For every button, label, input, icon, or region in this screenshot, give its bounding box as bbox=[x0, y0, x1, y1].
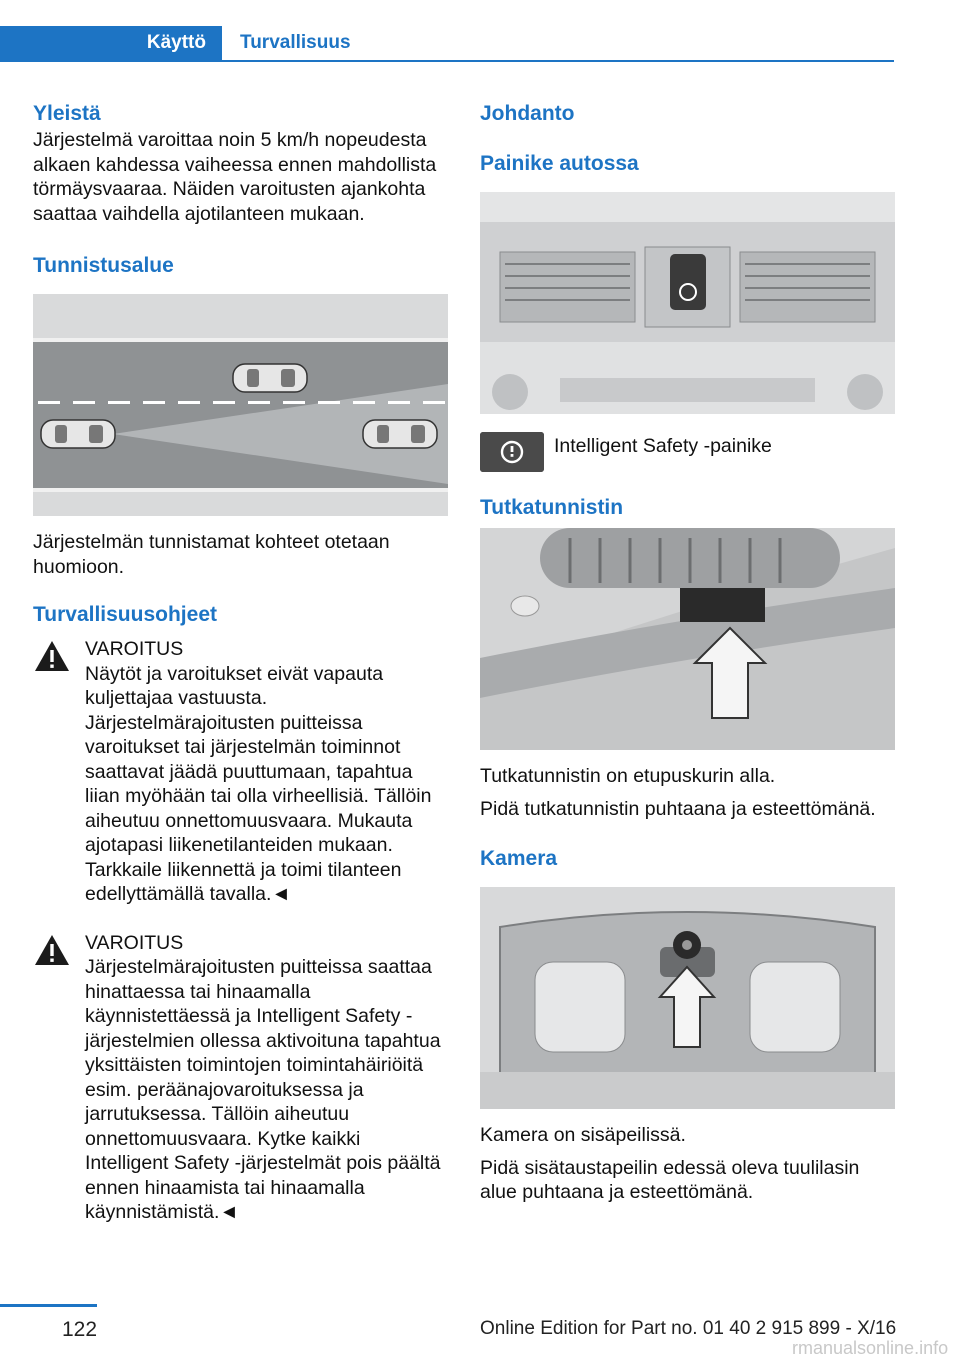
paragraph-camera-2: Pidä sisätaustapeilin edessä oleva tuulilasin alue puhtaana ja esteettömänä. bbox=[480, 1156, 860, 1203]
heading-introduction: Johdanto bbox=[480, 102, 575, 125]
camera-photo bbox=[480, 887, 895, 1109]
warning-1-title: VAROITUS bbox=[85, 638, 184, 660]
footer-rule bbox=[0, 1304, 97, 1307]
heading-radar-sensor: Tutkatunnistin bbox=[480, 496, 624, 519]
warning-triangle-icon bbox=[33, 639, 71, 673]
heading-detection-area: Tunnistusalue bbox=[33, 254, 174, 277]
warning-2-text: Järjestelmärajoitusten puitteissa saattaa hinattaessa tai hinaamalla käynnistettäessä ja Intelligent Safety -järjestelmien ollessa aktivoituna tapahtua yksittäisten toimintojen toimintahäiriöitä esim. peräänajovaroituksessa ja jarrutuksessa. Tällöin aiheutuu onnettomuusvaara. Kytke kaikki Intelligent Safety -järjestelmät pois päältä ennen hinaamista tai hinaamalla käynnistämistä.◄ bbox=[85, 956, 441, 1223]
tab-kaytto[interactable]: Käyttö bbox=[0, 26, 222, 60]
button-caption: Intelligent Safety -painike bbox=[554, 435, 772, 457]
heading-camera: Kamera bbox=[480, 847, 558, 870]
edition-note: Online Edition for Part no. 01 40 2 915 899 - X/16 bbox=[480, 1318, 897, 1339]
button-legend bbox=[480, 432, 895, 476]
warning-2-title: VAROITUS bbox=[85, 931, 184, 954]
tab-turvallisuus[interactable]: Turvallisuus bbox=[240, 32, 351, 53]
paragraph-general: Järjestelmä varoittaa noin 5 km/h nopeudesta alkaen kahdessa vaiheessa ennen mahdollista törmäysvaaraa. Näiden varoitusten ajankohta saattaa vaihdella ajotilanteen mukaan. bbox=[33, 129, 437, 225]
header-rule bbox=[0, 60, 894, 62]
paragraph-radar-2: Pidä tutkatunnistin puhtaana ja esteettömänä. bbox=[480, 797, 876, 820]
paragraph-camera-1: Kamera on sisäpeilissä. bbox=[480, 1124, 686, 1146]
warning-1-text: Näytöt ja varoitukset eivät vapauta kuljettajaa vastuusta. Järjestelmärajoitusten puitteissa varoitukset tai järjestelmän toiminnot saattavat jäädä puuttumaan, tapahtua liian myöhään tai olla virheellisiä. Tällöin aiheutuu onnettomuusvaara. Mukauta ajotapasi liikenetilanteiden mukaan. Tarkkaile liikennettä ja toimi tilanteen edellyttämällä tavalla.◄ bbox=[85, 662, 432, 905]
detection-area-illustration bbox=[33, 294, 448, 516]
intelligent-safety-button-icon bbox=[480, 432, 544, 472]
button-location-photo bbox=[480, 192, 895, 414]
heading-button-in-car: Painike autossa bbox=[480, 152, 639, 175]
heading-safety-notes: Turvallisuusohjeet bbox=[33, 603, 217, 626]
right-column bbox=[480, 100, 895, 1205]
radar-sensor-photo bbox=[480, 528, 895, 750]
left-column bbox=[33, 100, 448, 1225]
page-number: 122 bbox=[62, 1318, 98, 1341]
watermark: rmanualsonline.info bbox=[792, 1338, 949, 1358]
paragraph-radar-1: Tutkatunnistin on etupuskurin alla. bbox=[480, 765, 776, 787]
paragraph-detection: Järjestelmän tunnistamat kohteet otetaan huomioon. bbox=[33, 531, 390, 578]
heading-general: Yleistä bbox=[33, 102, 101, 125]
warning-block-1 bbox=[33, 637, 448, 907]
header-bar bbox=[0, 0, 894, 62]
warning-block-2 bbox=[33, 931, 448, 1225]
warning-triangle-icon bbox=[33, 933, 71, 967]
